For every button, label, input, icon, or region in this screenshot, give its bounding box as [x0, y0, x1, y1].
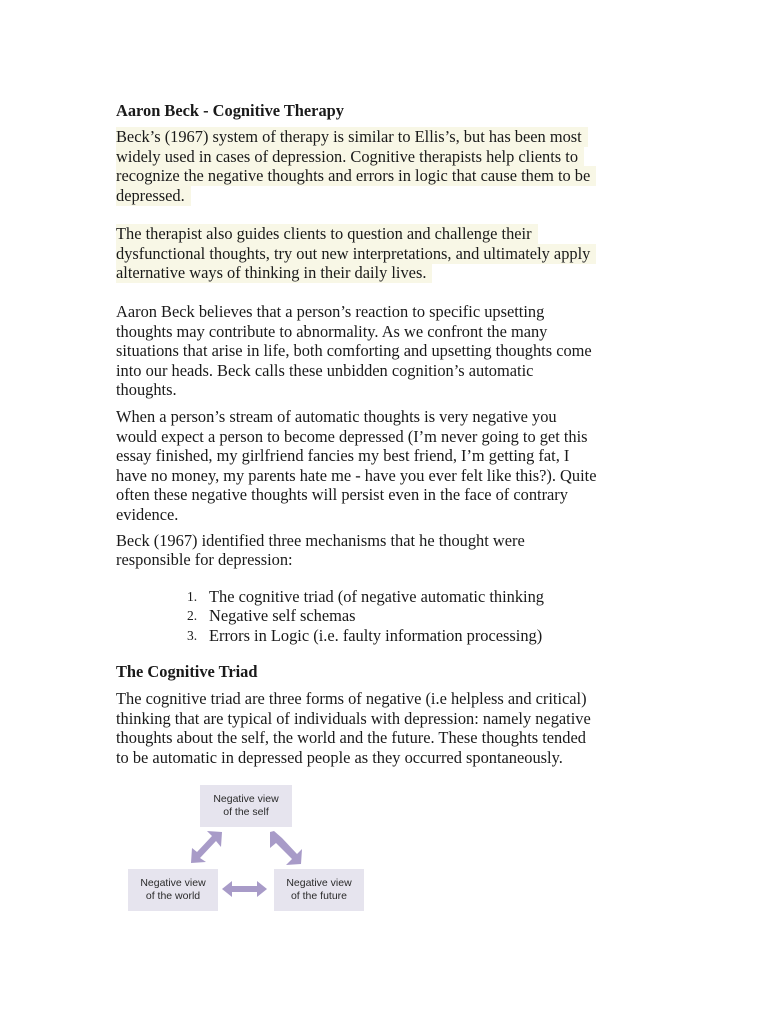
paragraph-1-line: depressed.: [116, 186, 191, 206]
list-number: 2.: [187, 608, 198, 623]
paragraph-6-line: The cognitive triad are three forms of negative (i.e helpless and critical): [116, 689, 587, 708]
node-self: [200, 785, 292, 827]
paragraph-4-line: often these negative thoughts will persist even in the face of contrary: [116, 485, 568, 504]
paragraph-6-line: thinking that are typical of individuals with depression: namely negative: [116, 709, 591, 728]
paragraph-6-line: thoughts about the self, the world and the future. These thoughts tended: [116, 728, 586, 747]
node-future-line: Negative view: [286, 877, 352, 889]
node-world: [128, 869, 218, 911]
paragraph-3-line: thoughts.: [116, 380, 177, 399]
list-number: 1.: [187, 589, 198, 604]
paragraph-3-line: thoughts may contribute to abnormality. As we confront the many: [116, 322, 548, 341]
paragraph-4-line: When a person’s stream of automatic thoughts is very negative you: [116, 407, 557, 426]
paragraph-1-line: Beck’s (1967) system of therapy is similar to Ellis’s, but has been most: [116, 127, 588, 147]
node-future-line: of the future: [290, 890, 348, 902]
node-self-line: Negative view: [213, 793, 279, 805]
arrow-self-future-icon: [270, 831, 302, 865]
section-heading: The Cognitive Triad: [116, 662, 258, 681]
paragraph-5-line: Beck (1967) identified three mechanisms that he thought were: [116, 531, 525, 550]
paragraph-5-line: responsible for depression:: [116, 550, 293, 569]
paragraph-4-line: evidence.: [116, 505, 179, 524]
paragraph-2-line: The therapist also guides clients to question and challenge their: [116, 224, 538, 244]
node-world-line: of the world: [145, 890, 201, 902]
node-future: [274, 869, 364, 911]
paragraph-6-line: to be automatic in depressed people as they occurred spontaneously.: [116, 748, 563, 767]
paragraph-4-line: would expect a person to become depressed (I’m never going to get this: [116, 427, 588, 446]
node-self-line: of the self: [223, 806, 269, 818]
paragraph-2-line: dysfunctional thoughts, try out new interpretations, and ultimately apply: [116, 244, 596, 264]
page-title: Aaron Beck - Cognitive Therapy: [116, 101, 344, 120]
list-item: Errors in Logic (i.e. faulty information processing): [209, 626, 543, 645]
paragraph-3-line: Aaron Beck believes that a person’s reaction to specific upsetting: [116, 302, 545, 321]
paragraph-4-line: have no money, my parents hate me - have you ever felt like this?). Quite: [116, 466, 597, 485]
paragraph-3-line: into our heads. Beck calls these unbidden cognition’s automatic: [116, 361, 534, 380]
arrow-world-future-icon: [222, 881, 267, 897]
list-number: 3.: [187, 628, 198, 643]
list-item: The cognitive triad (of negative automatic thinking: [209, 587, 544, 606]
paragraph-1-line: widely used in cases of depression. Cognitive therapists help clients to: [116, 147, 584, 167]
paragraph-3-line: situations that arise in life, both comforting and upsetting thoughts come: [116, 341, 592, 360]
paragraph-2-line: alternative ways of thinking in their daily lives.: [116, 263, 432, 283]
arrow-self-world-icon: [191, 831, 222, 863]
paragraph-4-line: essay finished, my girlfriend fancies my best friend, I’m getting fat, I: [116, 446, 570, 465]
list-item: Negative self schemas: [209, 606, 356, 625]
paragraph-1-line: recognize the negative thoughts and errors in logic that cause them to be: [116, 166, 596, 186]
node-world-line: Negative view: [140, 877, 206, 889]
